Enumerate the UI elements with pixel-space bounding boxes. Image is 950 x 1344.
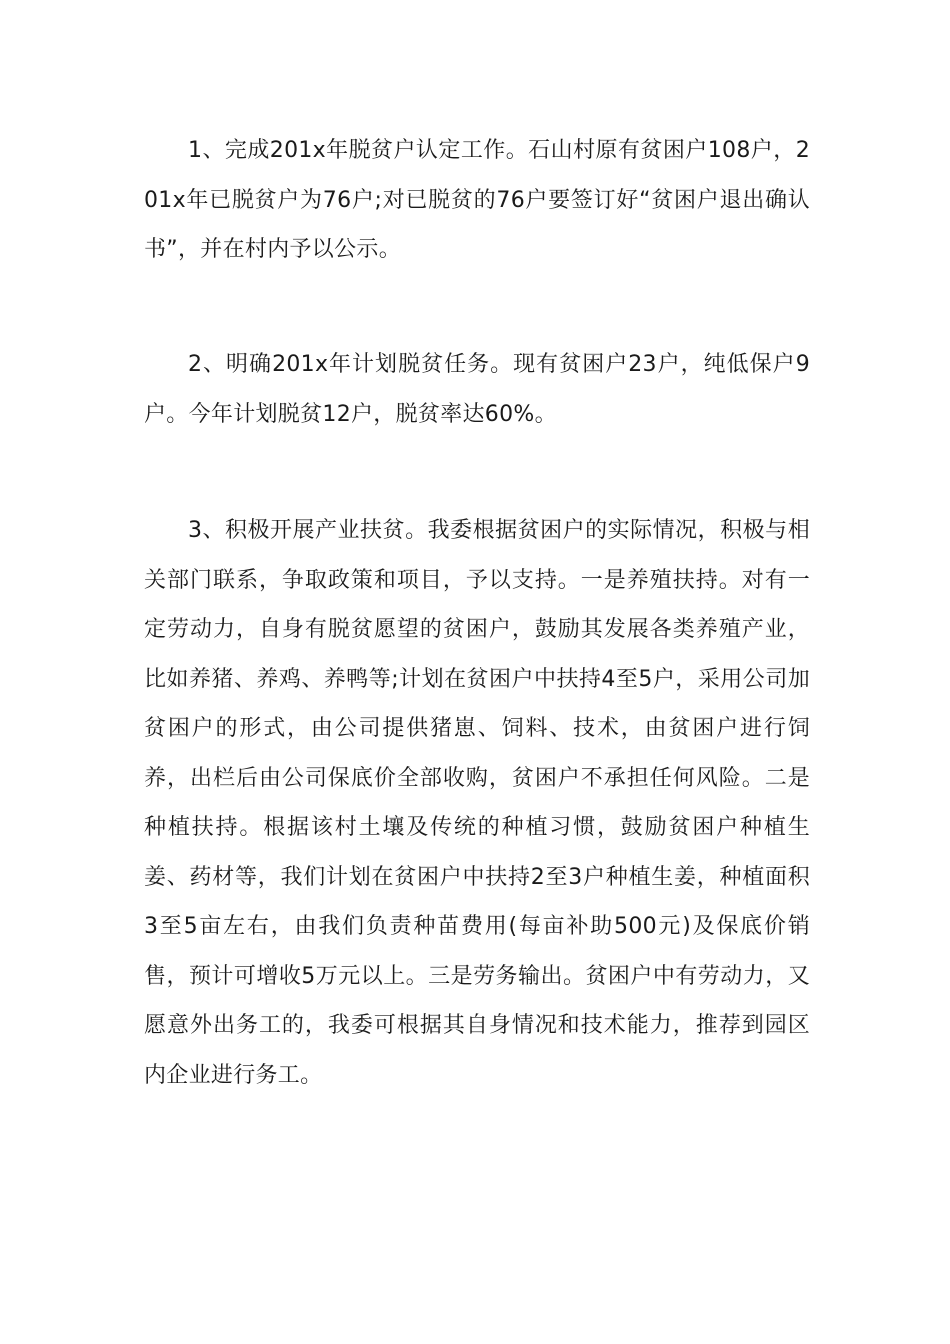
paragraph-2: 2、明确201x年计划脱贫任务。现有贫困户23户，纯低保户9户。今年计划脱贫12户，脱贫率达60%。 [144, 352, 810, 427]
paragraph-3: 3、积极开展产业扶贫。我委根据贫困户的实际情况，积极与相关部门联系，争取政策和项目，予以支持。一是养殖扶持。对有一定劳动力，自身有脱贫愿望的贫困户，鼓励其发展各类养殖产业，比如养猪、养鸡、养鸭等;计划在贫困户中扶持4至5户，采用公司加贫困户的形式，由公司提供猪崽、饲料、技术，由贫困户进行饲养，出栏后由公司保底价全部收购，贫困户不承担任何风险。二是种植扶持。根据该村土壤及传统的种植习惯，鼓励贫困户种植生姜、药材等，我们计划在贫困户中扶持2至3户种植生姜，种植面积3至5亩左右，由我们负责种苗费用(每亩补助500元)及保底价销售，预计可增收5万元以上。三是劳务输出。贫困户中有劳动力，又愿意外出务工的，我委可根据其自身情况和技术能力，推荐到园区内企业进行务工。 [144, 518, 810, 1088]
paragraph-1: 1、完成201x年脱贫户认定工作。石山村原有贫困户108户，201x年已脱贫户为76户;对已脱贫的76户要签订好“贫困户退出确认书”，并在村内予以公示。 [144, 138, 810, 262]
